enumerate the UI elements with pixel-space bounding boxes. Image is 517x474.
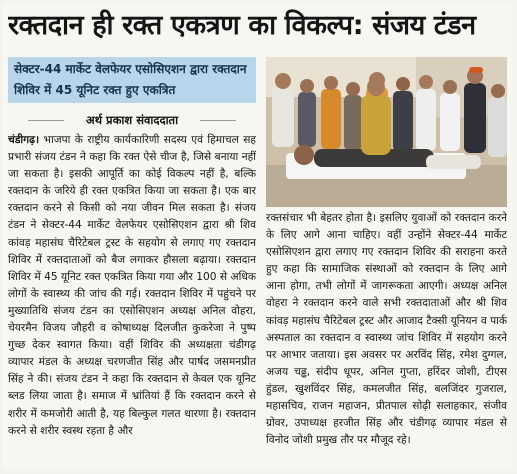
blood-donation-photo xyxy=(266,57,507,207)
subheadline-box: सेक्टर-44 मार्केट वेलफेयर एसोसिएशन द्वारा रक्तदान शिविर में 45 यूनिट रक्त हुए एकत्रित xyxy=(8,57,256,103)
byline-rule-right xyxy=(200,120,236,121)
article-column-right xyxy=(266,210,507,465)
headline: रक्तदान ही रक्त एकत्रण का विकल्प: संजय टंडन xyxy=(8,10,476,41)
article-body-right: रक्तसंचार भी बेहतर होता है। इसलिए युवाओं को रक्तदान करने के लिए आगे आना चाहिए। वहीं उन्होंने सेक्टर-44 मार्केट एसोसिएशन द्वारा लगाए गए रक्तदान शिविर की सराहना करते हुए कहा कि सामाजिक संस्थाओं को रक्तदान के लिए आगे आना होगा, तभी लोगों में जागरूकता आएगी। अध्यक्ष अनिल वोहरा ने रक्तदान करने वाले सभी रक्तदाताओं और श्री शिव कांवड़ महासंघ चैरिटेबल ट्रस्ट और आजाद टैक्सी यूनियन व पार्क अस्पताल का रक्तदान व स्वास्थ्य जांच शिविर में सहयोग करने पर आभार जताया। इस अवसर पर अरविंद सिंह, रमेश दुग्गल, अजय चढ्ढ, संदीप धूपर, अनिल गुप्ता, हरिंदर जोशी, टीएस हुंडल, खुशविंदर सिंह, कमलजीत सिंह, बलजिंदर गुजराल, महासचिव, राजन महाजन, प्रीतपाल सोढ़ी सलाहकार, संजीव ग्रोवर, उपाध्यक्ष हरजीत सिंह और चंडीगढ़ व्यापार मंडल से विनोद जोशी प्रमुख तौर पर मौजूद रहे। xyxy=(266,212,507,447)
byline xyxy=(8,111,256,129)
byline-rule-left xyxy=(28,120,64,121)
byline-text: अर्थ प्रकाश संवाददाता xyxy=(85,113,179,127)
article-column-left xyxy=(8,132,256,466)
news-photo xyxy=(266,57,507,207)
article-body-left: भाजपा के राष्ट्रीय कार्यकारिणी सदस्य एवं हिमाचल सह प्रभारी संजय टंडन ने कहा कि रक्त ऐसे चीज है, जिसे बनाया नहीं जा सकता है। इसकी आपूर्ति का कोई विकल्प नहीं है, बल्कि रक्तदान के जरिये ही रक्त एकत्रित किया जा सकता है। एक बार रक्तदान करने से किसी को नया जीवन मिल सकता है। संजय टंडन ने सेक्टर-44 मार्केट वेलफेयर एसोसिएशन द्वारा श्री शिव कांवड़ महासंघ चैरिटेबल ट्रस्ट के सहयोग से लगाए गए रक्तदान शिविर में रक्तदाताओं को बैज लगाकर हौसला बढ़ाया। रक्तदान शिविर में 45 यूनिट रक्त एकत्रित किया गया और 100 से अधिक लोगों के स्वास्थ्य की जांच की गई। रक्तदान शिविर में पहुंचने पर मुख्यातिथि संजय टंडन का एसोसिएशन अध्यक्ष अनिल वोहरा, चेयरमैन विजय जौहरी व कोषाध्यक्ष दिलजीत कुकरेजा ने पुष्प गुच्छ देकर स्वागत किया। वहीं शिविर की अध्यक्षता चंडीगढ़ व्यापार मंडल के अध्यक्ष चरणजीत सिंह और पार्षद जसमनप्रीत सिंह ने की। संजय टंडन ने कहा कि रक्तदान से केवल एक यूनिट ब्लड लिया जाता है। समाज में भ्रांतियां हैं कि रक्तदान करने से शरीर में कमजोरी आती है, यह बिल्कुल गलत धारणा है। रक्तदान करने से शरीर स्वस्थ रहता है और xyxy=(8,134,256,437)
dateline: चंडीगढ़। xyxy=(8,134,40,146)
